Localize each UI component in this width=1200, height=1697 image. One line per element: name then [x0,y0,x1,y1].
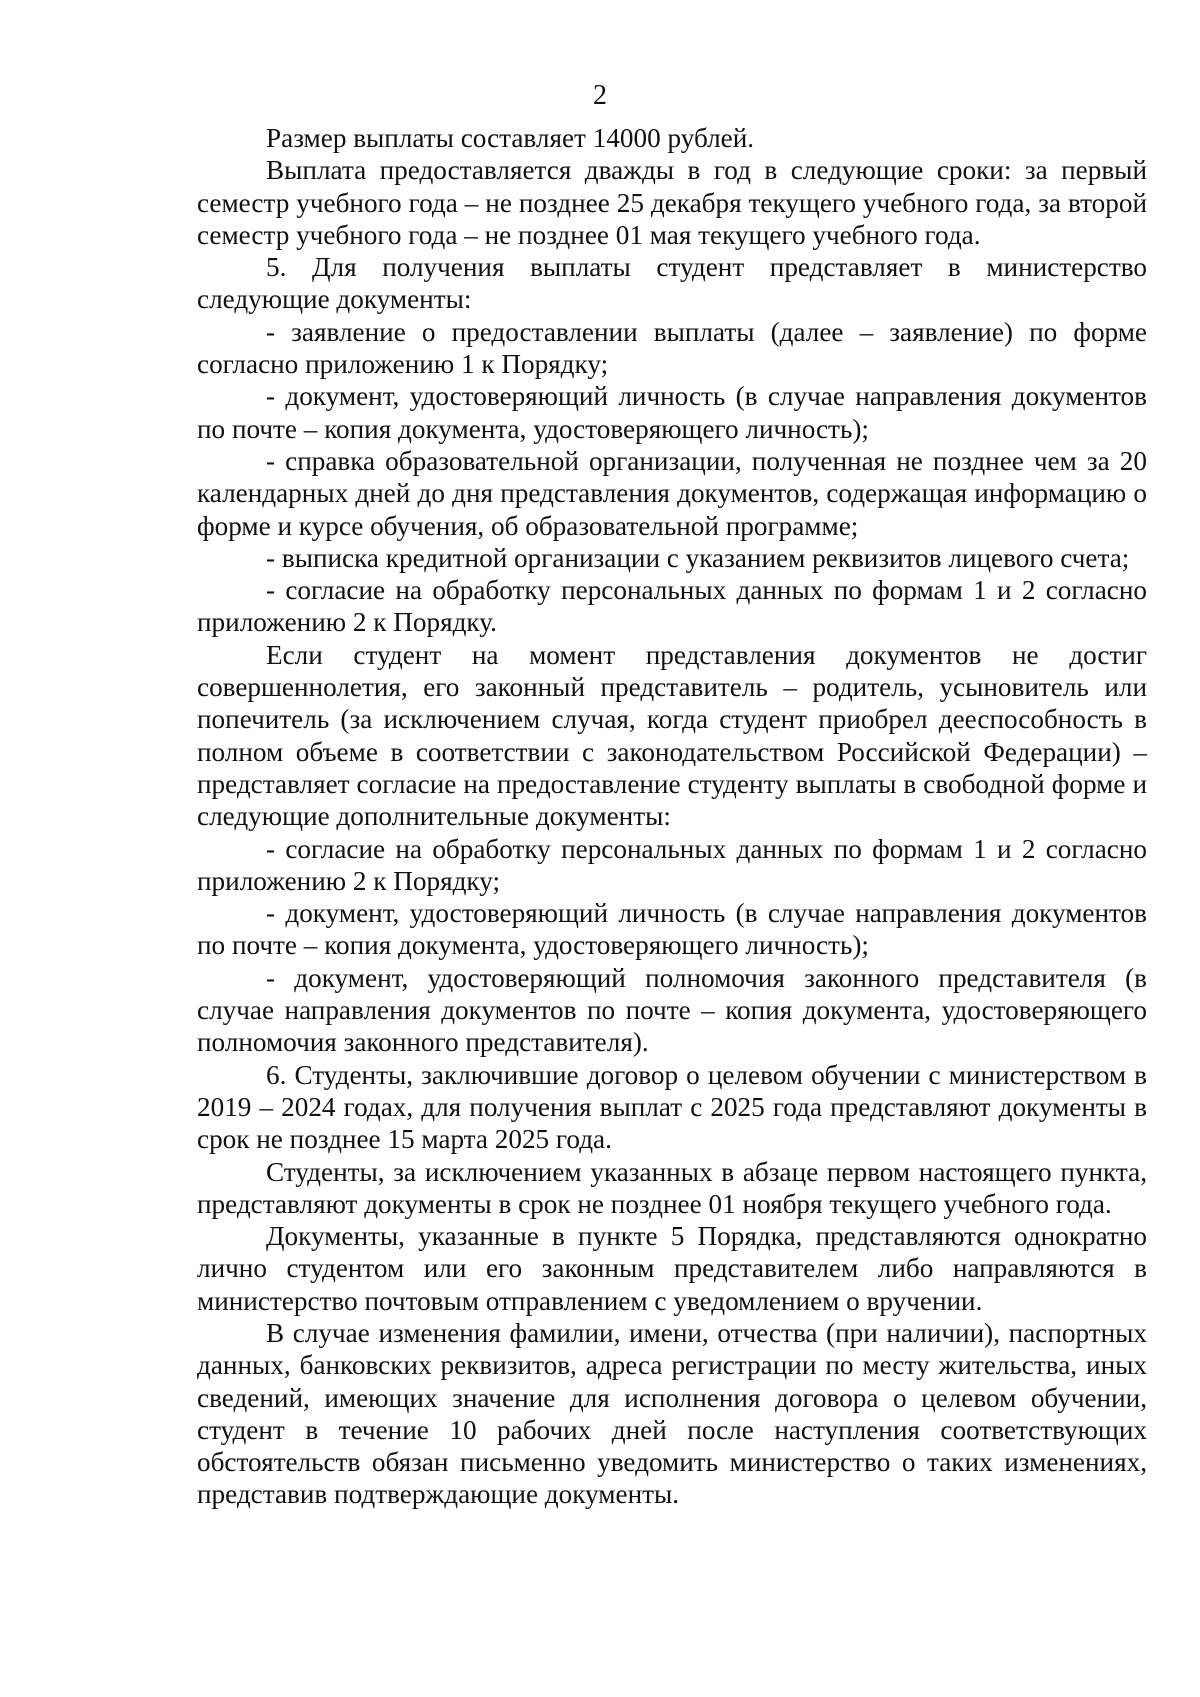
page-number: 2 [593,80,607,111]
list-item-education-certificate: - справка образовательной организации, полученная не позднее чем за 20 календарных дней до дня представления документов, содержащая информацию о форме и курсе обучения, об образовательной программе; [197,445,1147,541]
list-item-identity-document: - документ, удостоверяющий личность (в случае направления документов по почте – копия документа, удостоверяющего личность); [197,381,1147,444]
document-body [197,122,1147,1511]
paragraph-minor-student: Если студент на момент представления документов не достиг совершеннолетия, его законный представитель – родитель, усыновитель или попечитель (за исключением случая, когда студент приобрел дееспособность в полном объеме в соответствии с законодательством Российской Федерации) – представляет согласие на предоставление студенту выплаты в свободной форме и следующие дополнительные документы: [197,639,1147,832]
paragraph-submission-method: Документы, указанные в пункте 5 Порядка, представляются однократно лично студентом или его законным представителем либо направляются в министерство почтовым отправлением с уведомлением о вручении. [197,1221,1147,1316]
list-item-application: - заявление о предоставлении выплаты (далее – заявление) по форме согласно приложению 1 к Порядку; [197,316,1147,380]
list-item-representative-identity: - документ, удостоверяющий личность (в случае направления документов по почте – копия документа, удостоверяющего личность); [197,898,1147,961]
list-item-data-consent: - согласие на обработку персональных данных по формам 1 и 2 согласно приложению 2 к Порядку. [197,575,1147,638]
paragraph-item-6: 6. Студенты, заключившие договор о целевом обучении с министерством в 2019 – 2024 годах, для получения выплат с 2025 года представляют документы в срок не позднее 15 марта 2025 года. [197,1059,1147,1155]
paragraph-change-notification: В случае изменения фамилии, имени, отчества (при наличии), паспортных данных, банковских реквизитов, адреса регистрации по месту жительства, иных сведений, имеющих значение для исполнения договора о целевом обучении, студент в течение 10 рабочих дней после наступления соответствующих обстоятельств обязан письменно уведомить министерство о таких изменениях, представив подтверждающие документы. [197,1317,1147,1510]
list-item-representative-authority: - документ, удостоверяющий полномочия законного представителя (в случае направления документов по почте – копия документа, удостоверяющего полномочия законного представителя). [197,962,1147,1058]
paragraph-other-students-deadline: Студенты, за исключением указанных в абзаце первом настоящего пункта, представляют документы в срок не позднее 01 ноября текущего учебного года. [197,1156,1147,1219]
paragraph-payment-schedule: Выплата предоставляется дважды в год в следующие сроки: за первый семестр учебного года – не позднее 25 декабря текущего учебного года, за второй семестр учебного года – не позднее 01 мая текущего учебного года. [197,155,1147,250]
list-item-bank-statement: - выписка кредитной организации с указанием реквизитов лицевого счета; [266,542,1130,573]
paragraph-payment-amount: Размер выплаты составляет 14000 рублей. [266,123,755,153]
list-item-representative-data-consent: - согласие на обработку персональных данных по формам 1 и 2 согласно приложению 2 к Порядку; [197,833,1147,896]
paragraph-item-5: 5. Для получения выплаты студент представляет в министерство следующие документы: [197,252,1147,315]
